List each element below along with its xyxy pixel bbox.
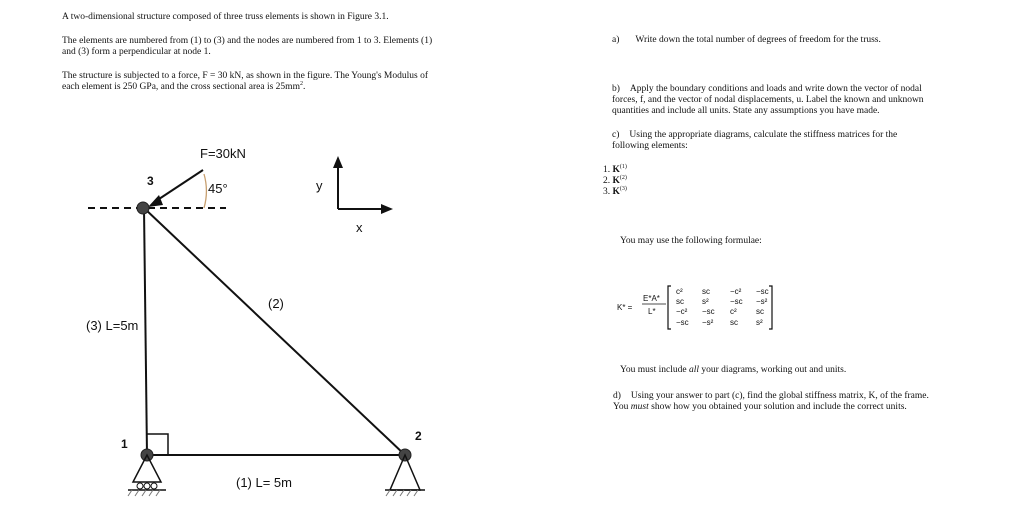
element-3-label: (3) L=5m: [86, 318, 139, 333]
question-b-line-2: forces, f, and the vector of nodal displacements, u. Label the known and unknown: [612, 95, 924, 105]
load-text-2-main: each element is 250 GPa, and the cross sectional area is 25mm: [62, 82, 300, 92]
axis-x-label: x: [356, 220, 363, 235]
c-list-k: K: [612, 176, 620, 186]
matrix-cell: sc: [676, 297, 684, 306]
element-2-label: (2): [268, 296, 284, 311]
question-d-text-1: Using your answer to part (c), find the global stiffness matrix, K, of the frame.: [630, 391, 929, 401]
question-c-line-1: [612, 130, 897, 141]
matrix-cell: −c²: [676, 307, 688, 316]
question-d-text-2a: You: [613, 402, 631, 412]
matrix-cell: sc: [730, 318, 738, 327]
question-a-text: Write down the total number of degrees of freedom for the truss.: [635, 35, 881, 45]
question-d-text-2b: show how you obtained your solution and include the correct units.: [648, 402, 907, 412]
c-list-num: 2.: [603, 176, 611, 186]
intro-text: A two-dimensional structure composed of three truss elements is shown in Figure 3.1.: [62, 12, 389, 22]
axis-y-label: y: [316, 178, 323, 193]
matrix-left-bracket: [668, 286, 671, 329]
matrix-cell: sc: [702, 287, 710, 296]
matrix-cell: −sc: [730, 297, 743, 306]
c-list-sup: (2): [619, 174, 627, 181]
matrix-cell: s²: [702, 297, 709, 306]
load-text-2-end: .: [302, 82, 306, 92]
matrix-cell: c²: [676, 287, 683, 296]
formula-denominator: L*: [648, 307, 656, 316]
element-2: [144, 208, 405, 455]
matrix-cell: s²: [756, 318, 763, 327]
elements-text-2: and (3) form a perpendicular at node 1.: [62, 47, 211, 57]
question-b-line-3: quantities and include all units. State any assumptions you have made.: [612, 106, 880, 116]
question-d-line-2: [613, 402, 907, 413]
must-include-1: You must include: [620, 365, 689, 375]
formulae-intro: You may use the following formulae:: [620, 236, 762, 246]
load-text-2-sup: 2: [299, 80, 303, 87]
question-a: [612, 35, 881, 46]
question-c-line-2: following elements:: [612, 141, 688, 151]
matrix-cell: sc: [756, 307, 764, 316]
question-d-text-2em: must: [630, 402, 649, 412]
formula-numerator: E*A*: [643, 294, 660, 303]
matrix-right-bracket: [769, 286, 772, 329]
question-c-label: c): [612, 130, 620, 140]
question-d-label: d): [613, 391, 621, 401]
must-include-text: [620, 365, 846, 376]
matrix-cell: c²: [730, 307, 737, 316]
matrix-cell: −sc: [756, 287, 769, 296]
matrix-cell: −s²: [702, 318, 714, 327]
question-b-label: b): [612, 84, 620, 94]
node-3-marker: [137, 202, 149, 214]
elements-text-1: The elements are numbered from (1) to (3) and the nodes are numbered from 1 to 3. Elements (1): [62, 36, 433, 46]
matrix-cell: −sc: [676, 318, 689, 327]
c-list-k: K: [612, 165, 620, 175]
formula-lhs: K* =: [617, 303, 633, 312]
must-include-em: all: [688, 365, 700, 375]
element-3: [144, 208, 147, 455]
element-1-label: (1) L= 5m: [236, 475, 292, 490]
c-list-k: K: [612, 187, 620, 197]
matrix-cell: −s²: [756, 297, 768, 306]
must-include-2: your diagrams, working out and units.: [699, 365, 847, 375]
node-1-label: 1: [121, 437, 128, 451]
question-c-text-1: Using the appropriate diagrams, calculate the stiffness matrices for the: [629, 130, 898, 140]
c-list-num: 3.: [603, 187, 611, 197]
c-list-sup: (3): [619, 185, 627, 192]
node-2-label: 2: [415, 429, 422, 443]
node-3-label: 3: [147, 174, 154, 188]
matrix-cell: −sc: [702, 307, 715, 316]
angle-label: 45°: [208, 181, 228, 196]
question-b-text-1: Apply the boundary conditions and loads and write down the vector of nodal: [629, 84, 922, 94]
question-b-line-1: [612, 84, 922, 95]
question-d-line-1: [613, 391, 929, 402]
coordinate-axes-icon: [333, 156, 393, 214]
c-list-sup: (1): [619, 163, 627, 170]
question-a-label: a): [612, 35, 620, 45]
angle-arc: [204, 174, 206, 208]
load-text-1: The structure is subjected to a force, F = 30 kN, as shown in the figure. The Young's Modulus of: [62, 71, 428, 81]
c-list-num: 1.: [603, 165, 611, 175]
stiffness-formula: [617, 286, 772, 329]
force-arrow-shaft: [156, 170, 203, 201]
force-label: F=30kN: [200, 146, 246, 161]
matrix-cell: −c²: [730, 287, 742, 296]
c-list-item-3: [603, 187, 627, 198]
